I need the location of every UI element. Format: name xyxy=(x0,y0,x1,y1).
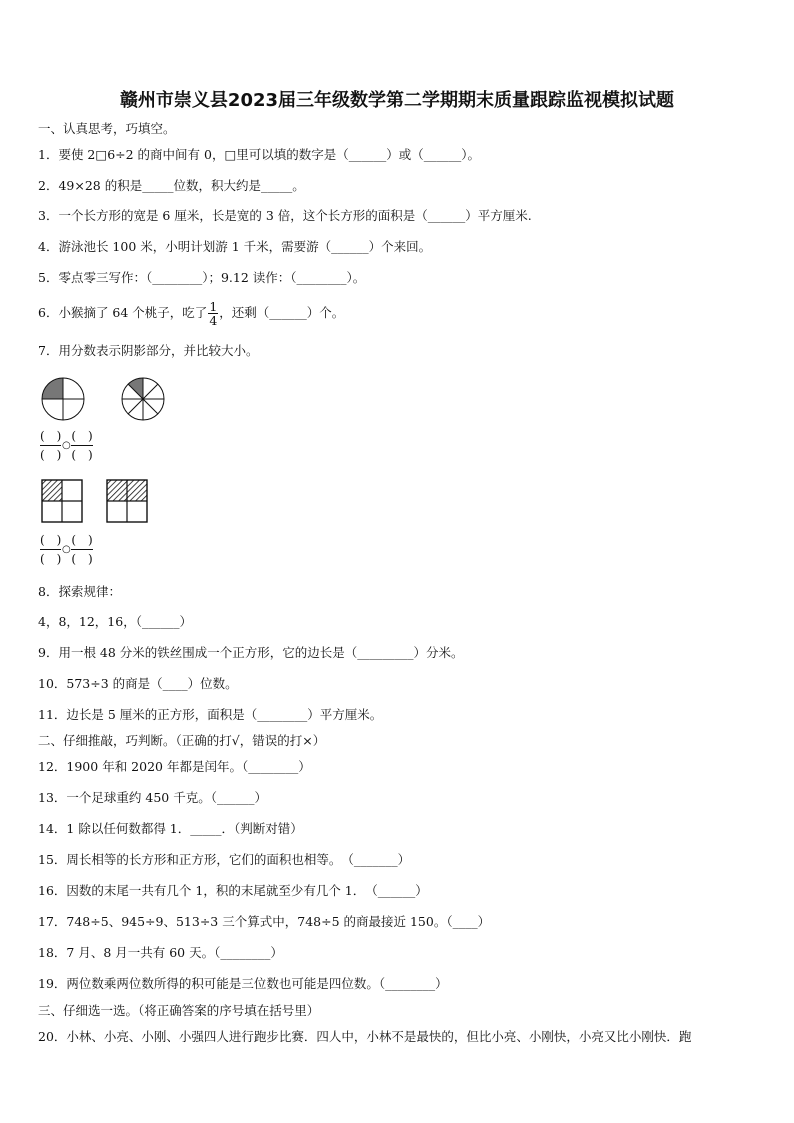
question-4: 4．游泳池长 100 米，小明计划游 1 千米，需要游（______）个来回。 xyxy=(38,239,432,254)
fraction-compare-row-2 xyxy=(40,532,93,567)
fraction-denominator: 4 xyxy=(209,313,218,328)
question-13: 13．一个足球重约 450 千克。（______） xyxy=(38,790,267,805)
circle-eighths-figure xyxy=(120,376,166,422)
fraction-blank-numerator: ( ) xyxy=(40,428,61,446)
question-6-text-after: ，还剩（______）个。 xyxy=(219,305,345,320)
question-6 xyxy=(38,300,344,327)
square-shaded-cell xyxy=(42,480,62,501)
question-15: 15．周长相等的长方形和正方形，它们的面积也相等。 （_______） xyxy=(38,852,411,867)
fraction-compare-row-1 xyxy=(40,428,93,463)
circle-quarters-figure xyxy=(40,376,86,422)
compare-circle: ○ xyxy=(62,544,71,555)
section-2-heading: 二、仔细推敲，巧判断。（正确的打√，错误的打×） xyxy=(38,733,326,748)
question-16: 16．因数的末尾一共有几个 1，积的末尾就至少有几个 1． （______） xyxy=(38,883,428,898)
circle-shaded-eighth xyxy=(128,378,143,399)
question-11: 11．边长是 5 厘米的正方形，面积是（________）平方厘米。 xyxy=(38,707,383,722)
fraction-blank-numerator: ( ) xyxy=(40,532,61,550)
question-8-sequence: 4，8，12，16，（______） xyxy=(38,614,192,629)
question-1: 1．要使 2□6÷2 的商中间有 0，□里可以填的数字是（______）或（______）。 xyxy=(38,147,481,162)
square-quarters-figure-2 xyxy=(106,479,148,523)
page-title: 赣州市崇义县2023届三年级数学第二学期期末质量跟踪监视模拟试题 xyxy=(119,90,675,111)
question-19: 19．两位数乘两位数所得的积可能是三位数也可能是四位数。（________） xyxy=(38,976,448,991)
section-3-heading: 三、仔细选一选。（将正确答案的序号填在括号里） xyxy=(38,1003,320,1018)
question-10: 10．573÷3 的商是（____）位数。 xyxy=(38,676,238,691)
fraction-blank xyxy=(71,532,92,567)
fraction-blank-numerator: ( ) xyxy=(71,532,92,550)
question-9: 9．用一根 48 分米的铁丝围成一个正方形，它的边长是（_________）分米。 xyxy=(38,645,464,660)
square-quarters-figure-1 xyxy=(41,479,83,523)
fraction-blank-denominator: ( ) xyxy=(71,448,93,462)
fraction-blank-denominator: ( ) xyxy=(40,448,62,462)
fraction-blank-denominator: ( ) xyxy=(40,552,62,566)
question-2: 2．49×28 的积是_____位数，积大约是_____。 xyxy=(38,178,305,193)
fraction-blank xyxy=(40,532,61,567)
question-17: 17．748÷5、945÷9、513÷3 三个算式中，748÷5 的商最接近 150。（____） xyxy=(38,914,491,929)
compare-circle: ○ xyxy=(62,440,71,451)
fraction-blank xyxy=(40,428,61,463)
question-7: 7．用分数表示阴影部分，并比较大小。 xyxy=(38,343,259,358)
question-5: 5．零点零三写作：（________）；9.12 读作：（________）。 xyxy=(38,270,366,285)
question-18: 18．7 月、8 月一共有 60 天。（________） xyxy=(38,945,283,960)
fraction-numerator: 1 xyxy=(209,299,218,314)
question-6-text-before: 6．小猴摘了 64 个桃子，吃了 xyxy=(38,305,208,320)
question-12: 12．1900 年和 2020 年都是闰年。（________） xyxy=(38,759,311,774)
fraction-blank-denominator: ( ) xyxy=(71,552,93,566)
fraction-blank xyxy=(71,428,92,463)
question-8: 8．探索规律： xyxy=(38,584,121,599)
question-20: 20．小林、小亮、小刚、小强四人进行跑步比赛．四人中，小林不是最快的，但比小亮、小刚快，小亮又比小刚快．跑 xyxy=(38,1029,692,1044)
fraction-one-quarter xyxy=(208,300,218,327)
fraction-blank-numerator: ( ) xyxy=(71,428,92,446)
question-14: 14．1 除以任何数都得 1．_____．（判断对错） xyxy=(38,821,303,836)
section-1-heading: 一、认真思考，巧填空。 xyxy=(38,121,176,136)
question-3: 3．一个长方形的宽是 6 厘米，长是宽的 3 倍，这个长方形的面积是（______）平方厘米. xyxy=(38,208,532,223)
